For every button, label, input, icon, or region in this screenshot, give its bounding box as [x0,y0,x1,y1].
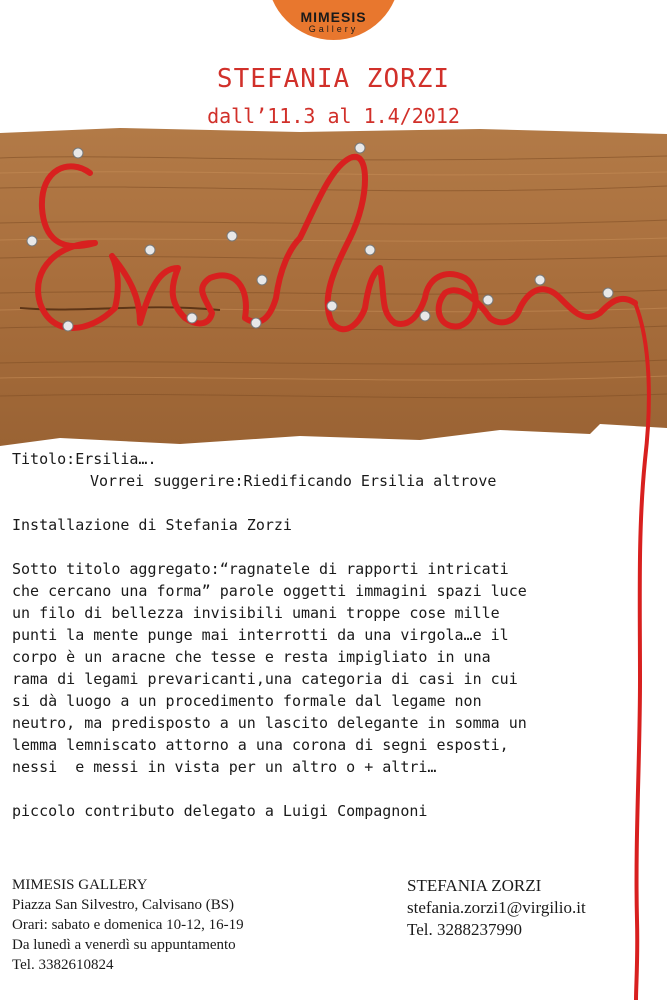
gallery-info [12,875,372,975]
title-line: Titolo:Ersilia…. [12,450,157,468]
description-text [12,448,652,822]
contribution-line: piccolo contributo delegato a Luigi Compagnoni [12,802,428,820]
gallery-weekdays: Da lunedì a venerdì su appuntamento [12,937,236,953]
suggest-line: Vorrei suggerire:Riedificando Ersilia altrove [90,472,497,490]
para-line: neutro, ma predisposto a un lascito delegante in somma un [12,714,527,732]
gallery-address: Piazza San Silvestro, Calvisano (BS) [12,897,235,913]
artist-phone: Tel. 3288237990 [407,920,522,939]
mimesis-logo [267,0,400,40]
gallery-phone: Tel. 3382610824 [12,957,114,973]
artist-contact [407,875,667,941]
artist-heading: STEFANIA ZORZI [216,64,451,94]
para-line: un filo di bellezza invisibili umani troppe cose mille [12,604,500,622]
para-line: Sotto titolo aggregato:“ragnatele di rapporti intricati [12,560,509,578]
logo-main-text: MIMESIS [300,9,367,25]
para-line: si dà luogo a un procedimento formale dal legame non [12,692,482,710]
para-line: nessi e messi in vista per un altro o + altri… [12,758,437,776]
para-line: che cercano una forma” parole oggetti immagini spazi luce [12,582,527,600]
artist-name: STEFANIA ZORZI [407,876,542,895]
artwork-image [0,128,667,458]
logo-sub-text: Gallery [308,24,359,34]
installation-line: Installazione di Stefania Zorzi [12,516,292,534]
para-line: punti la mente punge mai interrotti da una virgola…e il [12,626,509,644]
para-line: corpo è un aracne che tesse e resta impigliato in una [12,648,491,666]
artist-email[interactable]: stefania.zorzi1@virgilio.it [407,898,586,917]
gallery-name: MIMESIS GALLERY [12,877,148,893]
para-line: rama di legami prevaricanti,una categoria di casi in cui [12,670,518,688]
para-line: lemma lemniscato attorno a una corona di segni esposti, [12,736,509,754]
gallery-hours: Orari: sabato e domenica 10-12, 16-19 [12,917,244,933]
exhibition-dates: dall’11.3 al 1.4/2012 [207,104,460,128]
